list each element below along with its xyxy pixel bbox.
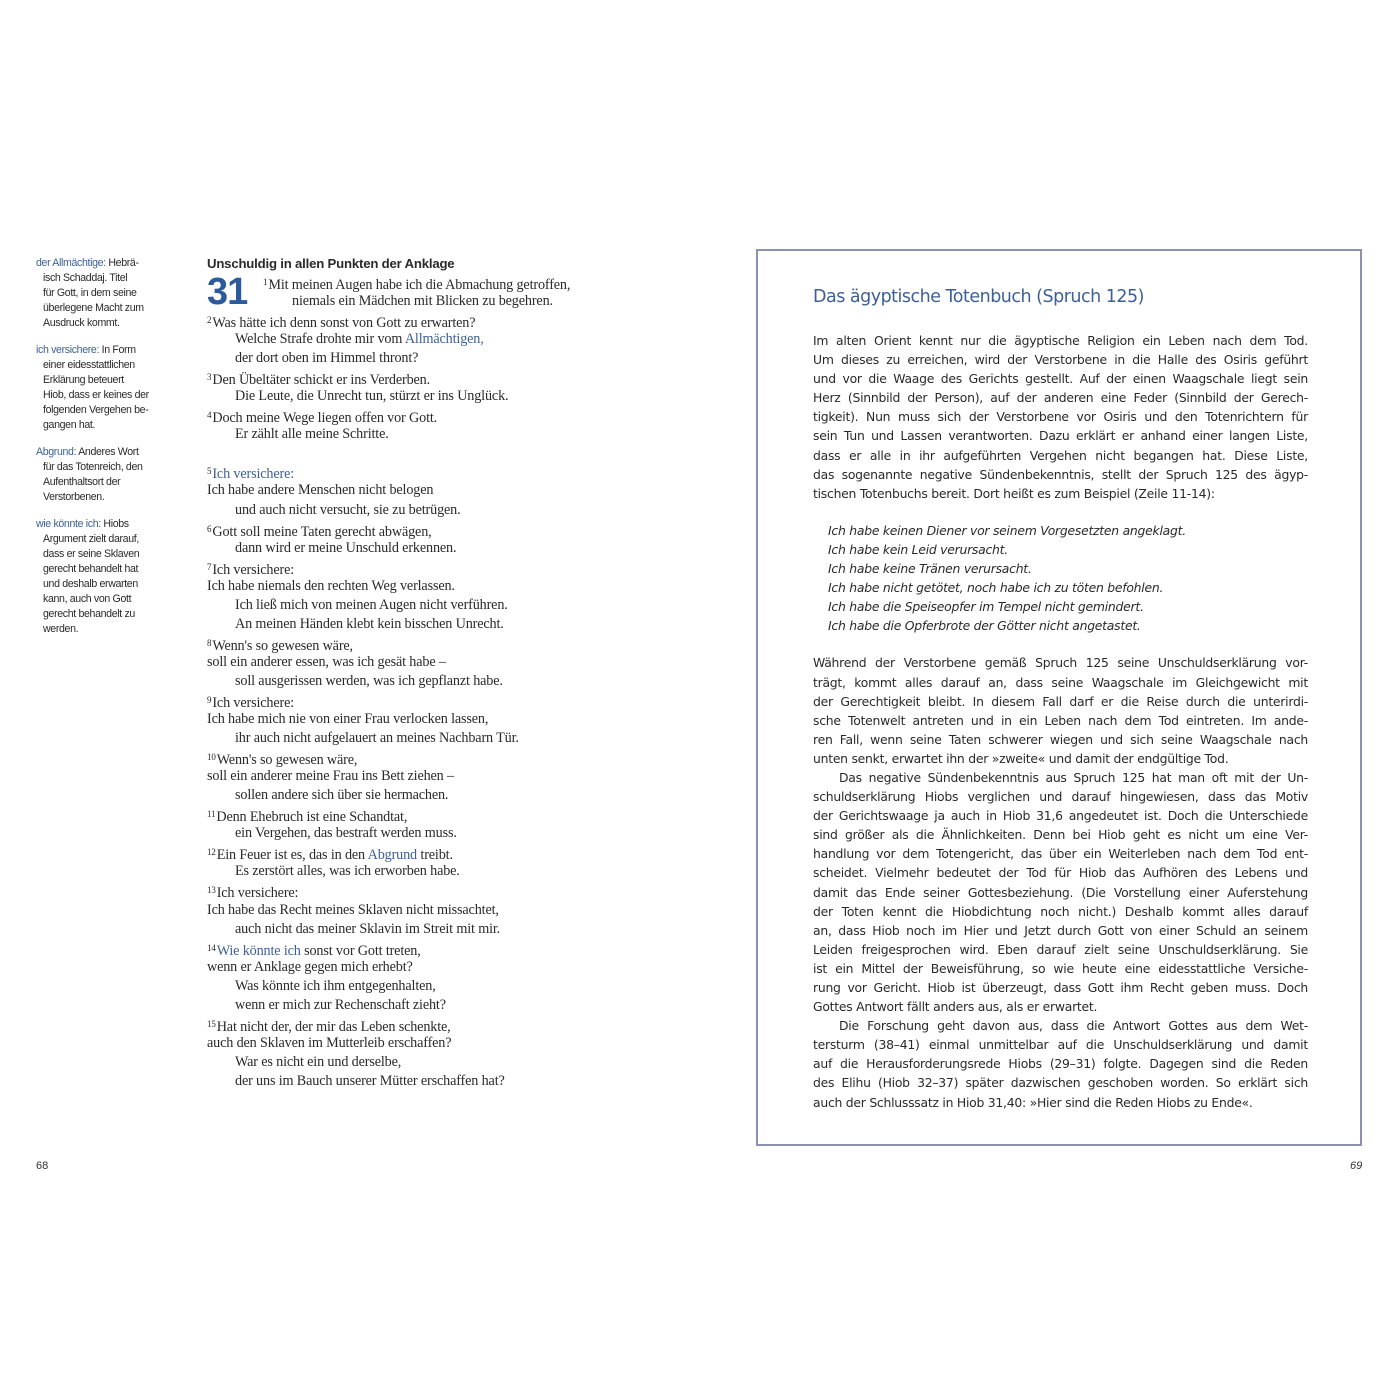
verse-number: 6 xyxy=(207,523,212,534)
margin-note-text: Hiobs xyxy=(100,518,129,530)
verse-text: sonst vor Gott treten, xyxy=(300,942,421,959)
verse-line xyxy=(207,539,637,558)
margin-note-line xyxy=(36,445,171,460)
margin-note-text: einer eidesstattlichen xyxy=(43,359,135,371)
verse-text: Hat nicht der, der mir das Leben schenkte, xyxy=(216,1018,451,1035)
verse-text: und auch nicht versucht, sie zu betrügen. xyxy=(235,501,461,518)
verse-text: ihr auch nicht aufgelauert an meines Nachbarn Tür. xyxy=(235,730,519,747)
margin-note-line xyxy=(36,607,171,622)
margin-note-line xyxy=(36,316,171,331)
margin-note xyxy=(36,343,171,433)
margin-note-text: überlegene Macht zum xyxy=(43,302,144,314)
margin-note-line xyxy=(36,517,171,532)
quote-block xyxy=(813,521,1308,636)
quote-line: Ich habe die Opferbrote der Götter nicht angetastet. xyxy=(828,618,1141,634)
margin-note-text: gangen hat. xyxy=(43,419,96,431)
margin-note xyxy=(36,445,171,505)
verse-text: auch nicht das meiner Sklavin im Streit mit mir. xyxy=(235,920,501,937)
verse-text: Denn Ehebruch ist eine Schandtat, xyxy=(216,809,408,826)
body-line: Das negative Sündenbekenntnis aus Spruch 125 hat man oft mit der Un- xyxy=(839,769,1308,785)
quote-line: Ich habe kein Leid verursacht. xyxy=(828,541,1008,557)
margin-note-line xyxy=(36,343,171,358)
verse-line xyxy=(207,368,637,387)
body-line: sind größer als die Ähnlichkeiten. Denn bei Hiob geht es nicht um eine Ver- xyxy=(813,827,1308,843)
verse-line xyxy=(207,1015,637,1034)
margin-note-text: Aufenthaltsort der xyxy=(43,476,121,488)
verse-line xyxy=(207,311,637,330)
body-line: sche Totenwelt antreten und in ein Leben nach dem Tod eintreten. Im ande- xyxy=(813,712,1308,728)
margin-note-line xyxy=(36,286,171,301)
margin-note-line xyxy=(36,532,171,547)
verse-text: Ich habe das Recht meines Sklaven nicht missachtet, xyxy=(207,901,499,918)
verse-line xyxy=(207,691,637,710)
verse-text: Ein Feuer ist es, das in den xyxy=(216,847,368,864)
verse-text: Ich habe andere Menschen nicht belogen xyxy=(207,482,434,499)
margin-note-text: Erklärung beteuert xyxy=(43,374,124,386)
glossary-term: Abgrund xyxy=(367,847,417,864)
margin-note-text: Argument zielt darauf, xyxy=(43,533,139,545)
info-box-title: Das ägyptische Totenbuch (Spruch 125) xyxy=(813,287,1145,307)
margin-note-line xyxy=(36,460,171,475)
verse-line xyxy=(207,481,637,500)
margin-note-text: Anderes Wort xyxy=(76,446,139,458)
body-line: auch der Schlusssatz in Hiob 31,40: »Hier sind die Reden Hiobs zu Ende«. xyxy=(813,1094,1253,1110)
verse-text: Ich habe mich nie von einer Frau verlocken lassen, xyxy=(207,711,489,728)
body-line: Leiden freigesprochen wird. Eben darauf zielt seine Unschuldserklärung. Sie xyxy=(813,941,1308,957)
verse-text: Den Übeltäter schickt er ins Verderben. xyxy=(212,372,431,389)
verse-number: 7 xyxy=(207,561,212,572)
body-line: auf die Herausforderungsrede Hiobs (29–31) folgte. Dagegen sind die Reden xyxy=(813,1056,1308,1072)
margin-note-line xyxy=(36,418,171,433)
verse-line xyxy=(207,881,637,900)
verse-line xyxy=(207,805,637,824)
verse-text: dann wird er meine Unschuld erkennen. xyxy=(235,539,457,556)
verse-text: Er zählt alle meine Schritte. xyxy=(235,426,389,443)
bible-text-column xyxy=(207,255,637,1091)
verse-line xyxy=(207,387,637,406)
verse-line xyxy=(207,273,637,292)
verse-number: 14 xyxy=(207,942,216,953)
margin-note-text: werden. xyxy=(43,623,79,635)
body-line: rung vor Gericht. Hiob ist überzeugt, dass Gott ihm Recht geben muss. Doch xyxy=(813,980,1308,995)
quote-line: Ich habe keine Tränen verursacht. xyxy=(828,561,1032,577)
margin-note-line xyxy=(36,592,171,607)
verse-text: soll ein anderer meine Frau ins Bett ziehen – xyxy=(207,768,454,785)
margin-note-line xyxy=(36,577,171,592)
verse-text: auch den Sklaven im Mutterleib erschaffen? xyxy=(207,1034,452,1051)
verse-text: der uns im Bauch unserer Mütter erschaffen hat? xyxy=(235,1072,505,1089)
verse-line xyxy=(207,558,637,577)
chapter-number: 31 xyxy=(207,271,248,313)
verse-line xyxy=(207,501,637,520)
margin-note-line xyxy=(36,388,171,403)
body-line: schuldserklärung Hiobs verglichen und darauf hingewiesen, dass das Motiv xyxy=(813,789,1308,805)
body-line: der Gerechtigkeit bleibt. In diesem Fall darf er die Reise durch die unterirdi- xyxy=(813,693,1308,709)
body-line: Herz (Sinnbild der Person), auf der anderen eine Feder (Sinnbild der Gerech- xyxy=(813,390,1308,406)
verse-line xyxy=(207,862,637,881)
body-line: und vor die Waage des Gerichts gestellt. Auf der einen Waagschale liegt sein xyxy=(813,371,1308,387)
verse-line xyxy=(207,653,637,672)
verse-line xyxy=(207,901,637,920)
margin-note-text: isch Schaddaj. Titel xyxy=(43,272,128,284)
body-line: ist ein Mittel der Beweisführung, so wie heute eine eidesstattliche Versiche- xyxy=(813,960,1308,976)
margin-note-line xyxy=(36,271,171,286)
verse-text: Doch meine Wege liegen offen vor Gott. xyxy=(212,410,438,427)
margin-note xyxy=(36,256,171,331)
glossary-term: Wie könnte ich xyxy=(216,942,301,959)
verse-text: Was könnte ich ihm entgegenhalten, xyxy=(235,977,436,994)
verse-text: Die Leute, die Unrecht tun, stürzt er ins Unglück. xyxy=(235,388,509,405)
verse-line xyxy=(207,729,637,748)
verse-line xyxy=(207,767,637,786)
verse-text: der dort oben im Himmel thront? xyxy=(235,350,419,367)
body-line: Die Forschung geht davon aus, dass die Antwort Gottes aus dem Wet- xyxy=(839,1018,1308,1034)
body-line: Während der Verstorbene gemäß Spruch 125 seine Unschuldserklärung vor- xyxy=(813,655,1308,671)
verse-text: Wenn's so gewesen wäre, xyxy=(212,637,353,654)
margin-note-text: Hebrä- xyxy=(105,257,139,269)
verse-line xyxy=(207,824,637,843)
margin-note-text: Ausdruck kommt. xyxy=(43,317,120,329)
margin-note-line xyxy=(36,475,171,490)
body-line: Gottes Antwort fällt anders aus, als er erwartet. xyxy=(813,999,1098,1015)
margin-note-text: Hiob, dass er keines der xyxy=(43,389,149,401)
body-line: ren Fall, wenn seine Taten schwerer wiegen und sich seine Waagschale nach xyxy=(813,731,1308,747)
verse-text: Was hätte ich denn sonst von Gott zu erwarten? xyxy=(212,315,476,332)
verse-text: Gott soll meine Taten gerecht abwägen, xyxy=(212,523,432,540)
verse-text: wenn er Anklage gegen mich erhebt? xyxy=(207,958,413,975)
page-number-right: 69 xyxy=(1350,1160,1363,1172)
verse-text: Es zerstört alles, was ich erworben habe. xyxy=(235,863,460,880)
margin-note-line xyxy=(36,403,171,418)
margin-note-text: folgenden Vergehen be- xyxy=(43,404,149,416)
verse-text: Ich habe niemals den rechten Weg verlassen. xyxy=(207,577,455,594)
verse-text: Ich versichere: xyxy=(216,885,299,902)
body-line: tigkeit). Nun muss sich der Verstorbene vor Osiris und den Totenrichtern für xyxy=(813,409,1308,425)
verse-number: 1 xyxy=(263,277,268,287)
body-line: sein Tun und Lassen verantworten. Dazu erklärt er anhand einer langen Liste, xyxy=(813,428,1308,444)
body-line: dass er alle in ihr aufgeführten Vergehen nicht begangen hat. Diese Liste, xyxy=(813,447,1308,463)
verse-number: 3 xyxy=(207,372,212,383)
verse-text: Ich versichere: xyxy=(212,694,295,711)
margin-note-line xyxy=(36,373,171,388)
verse-number: 11 xyxy=(207,809,216,820)
verse-line xyxy=(207,462,637,481)
margin-note-term: Abgrund: xyxy=(36,446,77,458)
verse-number: 10 xyxy=(207,752,216,763)
margin-note-text: kann, auch von Gott xyxy=(43,593,132,605)
verse-number: 12 xyxy=(207,847,216,858)
verse-text: Mit meinen Augen habe ich die Abmachung getroffen, xyxy=(268,277,571,293)
verse-text: treibt. xyxy=(417,847,453,864)
body-line: Im alten Orient kennt nur die ägyptische Religion ein Leben nach dem Tod. xyxy=(813,333,1308,348)
verse-text: Ich versichere: xyxy=(212,561,295,578)
body-line: der Gerichtswaage ja auch in Hiob 31,6 angedeutet ist. Doch die Unterschiede xyxy=(813,808,1308,824)
body-line: tischen Totenbuchs bereit. Dort heißt es zum Beispiel (Zeile 11-14): xyxy=(813,485,1215,501)
margin-note-line xyxy=(36,301,171,316)
verse-line xyxy=(207,958,637,977)
margin-note-text: dass er seine Sklaven xyxy=(43,548,140,560)
verse-number: 4 xyxy=(207,410,212,421)
margin-note-line xyxy=(36,358,171,373)
glossary-term: Ich versichere: xyxy=(212,466,295,483)
verse-line xyxy=(207,672,637,691)
body-line: unten senkt, erwartet ihn der »zweite« und damit der endgültige Tod. xyxy=(813,750,1229,766)
margin-note-text: für das Totenreich, den xyxy=(43,461,143,473)
body-line: Um dieses zu erreichen, wird der Verstorbene in die Halle des Osiris geführt xyxy=(813,352,1308,368)
quote-line: Ich habe nicht getötet, noch habe ich zu töten befohlen. xyxy=(828,580,1164,596)
verse-text: War es nicht ein und derselbe, xyxy=(235,1053,402,1070)
verse-line xyxy=(207,996,637,1015)
verse-text: sollen andere sich über sie hermachen. xyxy=(235,787,449,804)
verse-line xyxy=(207,1053,637,1072)
verse-line xyxy=(207,520,637,539)
verse-line xyxy=(207,748,637,767)
verse-line xyxy=(207,977,637,996)
verse-text: soll ausgerissen werden, was ich gepflanzt habe. xyxy=(235,672,503,689)
body-line: scheidet. Vielmehr bedeutet der Tod für Hiob das Aufhören des Lebens und xyxy=(813,865,1308,881)
verse-line xyxy=(207,577,637,596)
verse-line xyxy=(207,920,637,939)
body-line: an, dass Hiob noch im Hier und Jetzt durch Gott von einer Schuld an seinem xyxy=(813,922,1308,938)
quote-line: Ich habe die Speiseopfer im Tempel nicht gemindert. xyxy=(828,599,1144,615)
margin-note-line xyxy=(36,562,171,577)
verse-number: 8 xyxy=(207,637,212,648)
margin-note-line xyxy=(36,622,171,637)
body-line: damit das Ende seiner Gottesbeziehung. (Die Vorstellung einer Auferstehung xyxy=(813,884,1308,900)
verse-line xyxy=(207,406,637,425)
verse-text: An meinen Händen klebt kein bisschen Unrecht. xyxy=(235,615,504,632)
body-line: trägt, kommt alles darauf an, dass seine Waagschale im Gleichgewicht mit xyxy=(813,674,1308,690)
verse-number: 13 xyxy=(207,885,216,896)
body-line: der Toten kennt die Hiobdichtung noch nicht.) Deshalb kommt alles darauf xyxy=(813,903,1308,919)
verse-line xyxy=(207,1072,637,1091)
info-box-body xyxy=(813,331,1308,1112)
verse-line xyxy=(207,330,637,349)
quote-line: Ich habe keinen Diener vor seinem Vorgesetzten angeklagt. xyxy=(828,522,1186,538)
verse-text: wenn er mich zur Rechenschaft zieht? xyxy=(235,996,446,1013)
verse-text: Ich ließ mich von meinen Augen nicht verführen. xyxy=(235,596,508,613)
verse-number: 15 xyxy=(207,1018,216,1029)
verse-text: Welche Strafe drohte mir vom xyxy=(235,331,405,348)
verse-text: soll ein anderer essen, was ich gesät habe – xyxy=(207,653,446,670)
margin-note-text: und deshalb erwarten xyxy=(43,578,138,590)
margin-note-text: gerecht behandelt hat xyxy=(43,563,139,575)
verse-line xyxy=(207,1034,637,1053)
margin-notes xyxy=(36,256,171,649)
margin-note-term: wie könnte ich: xyxy=(36,518,101,530)
page-number-left: 68 xyxy=(36,1160,49,1172)
margin-note-line xyxy=(36,547,171,562)
verse-text: niemals ein Mädchen mit Blicken zu begehren. xyxy=(292,293,553,310)
glossary-term: Allmächtigen, xyxy=(404,331,484,348)
verse-line xyxy=(207,634,637,653)
body-line: das sogenannte negative Sündenbekenntnis, stellt der Spruch 125 des ägyp- xyxy=(813,466,1308,482)
body-line: des Elihu (Hiob 32–37) später dazwischen geschoben worden. So erklärt sich xyxy=(813,1075,1308,1091)
verse-line xyxy=(207,710,637,729)
verse-line xyxy=(207,615,637,634)
verse-line xyxy=(207,292,637,311)
verse-number: 2 xyxy=(207,315,212,326)
info-box xyxy=(756,249,1362,1146)
verse-text: Wenn's so gewesen wäre, xyxy=(216,752,358,769)
body-line: tersturm (38–41) einmal unmittelbar auf die Unschuldserklärung und damit xyxy=(813,1037,1308,1053)
verse-number: 9 xyxy=(207,694,212,705)
margin-note-text: für Gott, in dem seine xyxy=(43,287,137,299)
margin-note-term: ich versichere: xyxy=(36,344,100,356)
verse-line xyxy=(207,596,637,615)
margin-note-term: der Allmächtige: xyxy=(36,257,106,269)
section-heading: Unschuldig in allen Punkten der Anklage xyxy=(207,256,455,271)
margin-note-text: gerecht behandelt zu xyxy=(43,608,135,620)
margin-note-line xyxy=(36,256,171,271)
verse-line xyxy=(207,786,637,805)
margin-note-text: Verstorbenen. xyxy=(43,491,105,503)
verse-text: ein Vergehen, das bestraft werden muss. xyxy=(235,825,457,842)
margin-note-text: In Form xyxy=(99,344,136,356)
margin-note-line xyxy=(36,490,171,505)
verse-number: 5 xyxy=(207,466,212,477)
verse-list xyxy=(207,273,637,1091)
verse-line xyxy=(207,349,637,368)
verse-line xyxy=(207,425,637,444)
verse-line xyxy=(207,939,637,958)
body-line: handlung vor dem Totengericht, das über ein Weiterleben nach dem Tod ent- xyxy=(813,846,1308,862)
verse-line xyxy=(207,843,637,862)
margin-note xyxy=(36,517,171,637)
